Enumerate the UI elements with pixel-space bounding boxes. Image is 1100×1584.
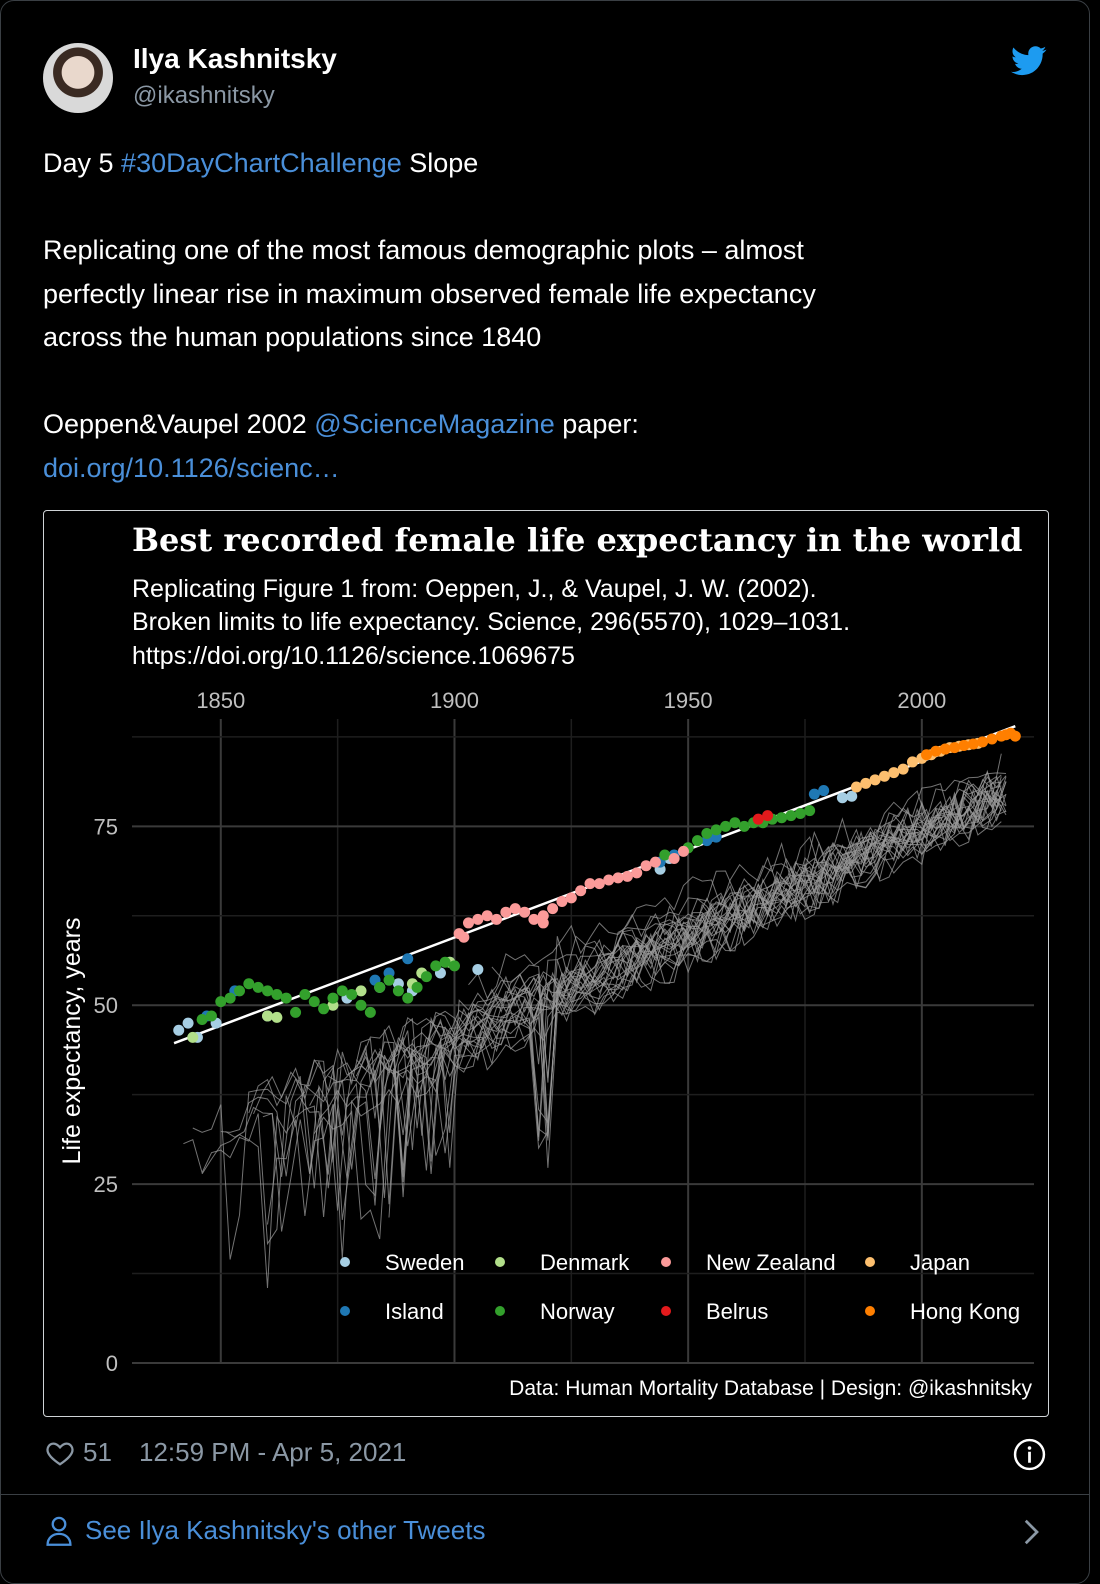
life-expectancy-chart <box>44 511 1048 1416</box>
record-point <box>701 828 712 839</box>
record-point <box>1010 731 1021 742</box>
record-point <box>977 736 988 747</box>
record-point <box>650 857 661 868</box>
record-point <box>547 903 558 914</box>
record-point <box>711 824 722 835</box>
record-point <box>566 892 577 903</box>
tweet-text-line: perfectly linear rise in maximum observed female life expectancy <box>43 279 816 309</box>
record-point <box>795 808 806 819</box>
tweet-text: paper: <box>554 409 639 439</box>
tweet-text-line: Replicating one of the most famous demographic plots – almost <box>43 235 804 265</box>
record-point <box>463 917 474 928</box>
legend-swatch <box>865 1257 875 1267</box>
record-point <box>183 1018 194 1029</box>
record-point <box>809 789 820 800</box>
y-tick-label: 75 <box>93 814 118 840</box>
record-point <box>622 871 633 882</box>
tweet-line-1 <box>43 141 478 185</box>
record-point <box>430 960 441 971</box>
record-point <box>187 1032 198 1043</box>
record-point <box>458 932 469 943</box>
chevron-right-icon[interactable] <box>1021 1517 1043 1547</box>
divider <box>1 1494 1089 1495</box>
record-point <box>356 1000 367 1011</box>
record-point <box>818 785 829 796</box>
record-point <box>860 778 871 789</box>
avatar[interactable] <box>43 43 113 113</box>
record-point <box>299 989 310 1000</box>
country-line <box>389 791 1006 1218</box>
country-line <box>464 794 1006 1123</box>
record-point <box>271 989 282 1000</box>
legend-swatch <box>865 1306 875 1316</box>
chart-title: Best recorded female life expectancy in the world <box>132 521 1023 559</box>
record-point <box>173 1025 184 1036</box>
record-point <box>290 1007 301 1018</box>
record-point <box>402 993 413 1004</box>
y-tick-label: 0 <box>105 1351 118 1376</box>
legend-swatch <box>495 1306 505 1316</box>
like-icon[interactable] <box>45 1438 75 1468</box>
record-point <box>491 914 502 925</box>
y-tick-label: 25 <box>93 1172 118 1198</box>
record-point <box>482 910 493 921</box>
info-icon[interactable] <box>1013 1438 1046 1471</box>
legend-label: New Zealand <box>706 1250 836 1275</box>
legend-label: Belrus <box>706 1299 769 1324</box>
record-point <box>729 817 740 828</box>
record-point <box>968 739 979 750</box>
legend-label: Island <box>385 1299 444 1324</box>
tweet-text: Oeppen&Vaupel 2002 <box>43 409 315 439</box>
x-tick-label: 1850 <box>196 688 246 713</box>
see-other-tweets-link[interactable]: See Ilya Kashnitsky's other Tweets <box>85 1515 486 1545</box>
record-point <box>753 814 764 825</box>
record-point <box>262 1010 273 1021</box>
record-point <box>898 764 909 775</box>
x-tick-label: 1900 <box>430 688 479 713</box>
record-points <box>173 728 1021 1043</box>
record-point <box>281 993 292 1004</box>
legend-label: Japan <box>910 1250 970 1275</box>
legend-swatch <box>661 1306 671 1316</box>
record-point <box>986 734 997 745</box>
x-tick-label: 2000 <box>897 688 947 713</box>
legend-label: Denmark <box>540 1250 630 1275</box>
legend-swatch <box>340 1306 350 1316</box>
record-point <box>575 885 586 896</box>
record-point <box>921 749 932 760</box>
country-line <box>417 798 1006 1168</box>
record-point <box>262 985 273 996</box>
record-point <box>556 896 567 907</box>
record-point <box>234 985 245 996</box>
chart-legend <box>340 1250 1020 1324</box>
legend-label: Norway <box>540 1299 615 1324</box>
record-point <box>846 791 857 802</box>
person-icon <box>45 1515 73 1547</box>
record-point <box>692 835 703 846</box>
record-point <box>538 917 549 928</box>
record-point <box>870 774 881 785</box>
record-point <box>225 993 236 1004</box>
author-name[interactable]: Ilya Kashnitsky <box>133 43 337 74</box>
record-point <box>804 805 815 816</box>
record-point <box>318 1003 329 1014</box>
record-point <box>215 996 226 1007</box>
record-point <box>327 993 338 1004</box>
record-point <box>762 810 773 821</box>
record-point <box>930 746 941 757</box>
tweet-line-citation <box>43 402 639 446</box>
legend-swatch <box>495 1257 505 1267</box>
record-point <box>720 821 731 832</box>
record-point <box>472 964 483 975</box>
record-point <box>243 978 254 989</box>
record-point <box>374 982 385 993</box>
like-count[interactable]: 51 <box>83 1437 112 1467</box>
chart-subtitle-line-2: Broken limits to life expectancy. Science, 296(5570), 1029–1031. <box>132 608 851 636</box>
y-axis-label: Life expectancy, years <box>58 917 86 1165</box>
mention-link[interactable]: @ScienceMagazine <box>314 409 555 439</box>
x-tick-label: 1950 <box>663 688 713 713</box>
record-point <box>659 849 670 860</box>
record-point <box>472 914 483 925</box>
y-tick-label: 50 <box>93 993 118 1019</box>
record-point <box>879 771 890 782</box>
tweet-text: Day 5 <box>43 148 122 178</box>
legend-label: Hong Kong <box>910 1299 1021 1324</box>
record-point <box>669 853 680 864</box>
record-point <box>519 907 530 918</box>
chart-subtitle-line-1: Replicating Figure 1 from: Oeppen, J., & Vaupel, J. W. (2002). <box>132 575 817 603</box>
record-point <box>346 989 357 1000</box>
record-point <box>206 1010 217 1021</box>
record-point <box>613 872 624 883</box>
hashtag-link[interactable]: #30DayChartChallenge <box>121 148 402 178</box>
record-point <box>510 903 521 914</box>
chart-caption: Data: Human Mortality Database | Design: @ikashnitsky <box>509 1377 1032 1400</box>
record-point <box>365 1007 376 1018</box>
record-point <box>253 982 264 993</box>
chart-subtitle-line-3: https://doi.org/10.1126/science.1069675 <box>132 642 575 670</box>
record-point <box>440 957 451 968</box>
record-point <box>888 767 899 778</box>
record-point <box>949 742 960 753</box>
tweet-timestamp[interactable]: 12:59 PM - Apr 5, 2021 <box>139 1437 407 1467</box>
record-point <box>739 821 750 832</box>
record-point <box>356 985 367 996</box>
author-handle[interactable]: @ikashnitsky <box>133 82 275 109</box>
record-point <box>785 810 796 821</box>
country-lines <box>183 754 1006 1288</box>
tweet-text-line: across the human populations since 1840 <box>43 322 542 352</box>
tweet-text: Slope <box>401 148 479 178</box>
record-point <box>393 985 404 996</box>
record-point <box>528 914 539 925</box>
record-point <box>421 971 432 982</box>
doi-link[interactable]: doi.org/10.1126/scienc… <box>43 453 340 483</box>
country-line <box>356 777 1001 1168</box>
legend-swatch <box>340 1257 350 1267</box>
legend-label: Sweden <box>385 1250 465 1275</box>
record-point <box>603 875 614 886</box>
legend-swatch <box>661 1257 671 1267</box>
record-point <box>837 792 848 803</box>
record-point <box>309 996 320 1007</box>
twitter-bird-icon[interactable] <box>1011 45 1047 77</box>
record-point <box>271 1012 282 1023</box>
record-point <box>337 985 348 996</box>
record-point <box>776 812 787 823</box>
record-point <box>958 740 969 751</box>
record-point <box>851 781 862 792</box>
record-point <box>197 1014 208 1025</box>
record-point <box>907 756 918 767</box>
record-point <box>594 878 605 889</box>
record-point <box>449 960 460 971</box>
record-point <box>678 846 689 857</box>
record-point <box>641 860 652 871</box>
record-point <box>412 982 423 993</box>
record-point <box>384 975 395 986</box>
record-point <box>631 867 642 878</box>
record-point <box>402 953 413 964</box>
record-point <box>940 744 951 755</box>
record-point <box>500 907 511 918</box>
chart-image[interactable] <box>43 510 1049 1417</box>
